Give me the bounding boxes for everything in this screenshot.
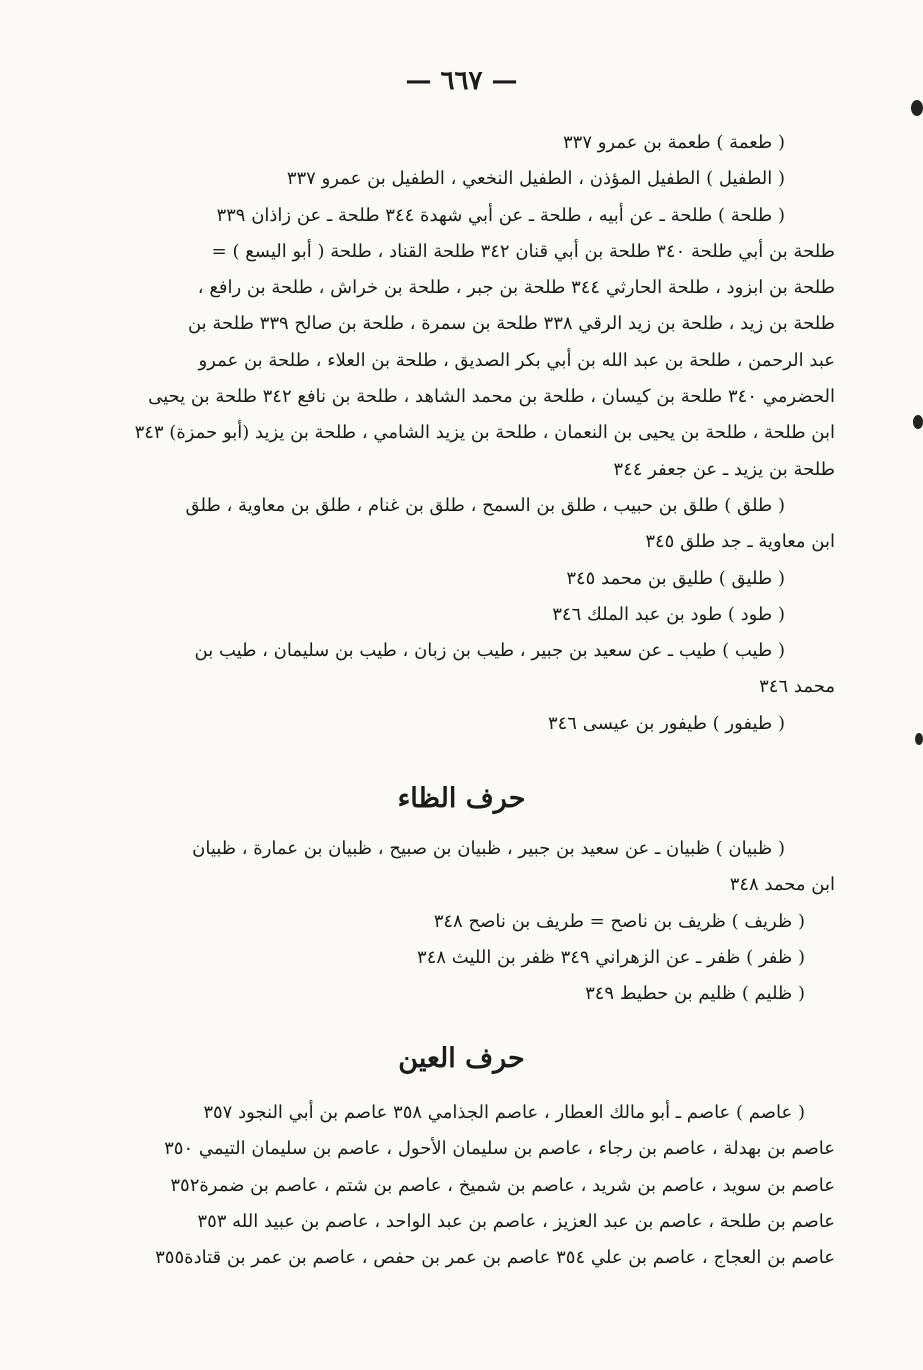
margin-ink-blot xyxy=(915,733,923,745)
index-entry-line: عاصم بن سويد ، عاصم بن شريد ، عاصم بن شميخ ، عاصم بن شتم ، عاصم بن ضمرة٣٥٢ xyxy=(170,1174,835,1196)
index-entry-line: ( الطفيل ) الطفيل المؤذن ، الطفيل النخعي ، الطفيل بن عمرو ٣٣٧ xyxy=(286,168,785,190)
index-entry-line: ( طعمة ) طعمة بن عمرو ٣٣٧ xyxy=(562,132,785,153)
index-entry-line: ( طيفور ) طيفور بن عيسى ٣٤٦ xyxy=(547,712,785,734)
page-number: — ٦٦٧ — xyxy=(405,66,518,96)
index-entry-line: ( ظريف ) ظريف بن ناصح = طريف بن ناصح ٣٤٨ xyxy=(433,910,805,932)
index-entry-line: ( طلحة ) طلحة ـ عن أبيه ، طلحة ـ عن أبي شهدة ٣٤٤ طلحة ـ عن زاذان ٣٣٩ xyxy=(216,204,785,226)
margin-ink-blot xyxy=(913,415,923,429)
index-entry-line: عاصم بن العجاج ، عاصم بن علي ٣٥٤ عاصم بن عمر بن حفص ، عاصم بن عمر بن قتادة٣٥٥ xyxy=(155,1247,835,1269)
index-entry-line: ( طيب ) طيب ـ عن سعيد بن جبير ، طيب بن زبان ، طيب بن سليمان ، طيب بن xyxy=(194,640,785,662)
index-entry-line: ( طود ) طود بن عبد الملك ٣٤٦ xyxy=(552,603,785,625)
index-entry-line: طلحة بن أبي طلحة ٣٤٠ طلحة بن أبي قنان ٣٤٢ طلحة القناد ، طلحة ( أبو اليسع ) = xyxy=(211,240,835,262)
heading-harf-al-za: حرف الظاء xyxy=(397,783,526,814)
index-entry-line: ابن معاوية ـ جد طلق ٣٤٥ xyxy=(645,531,835,553)
index-entry-line: ابن محمد ٣٤٨ xyxy=(729,874,835,896)
section-za-entries xyxy=(160,831,835,1012)
index-entry-line: ( ظفر ) ظفر ـ عن الزهراني ٣٤٩ ظفر بن الليث ٣٤٨ xyxy=(417,946,805,968)
index-entry-line: ( طليق ) طليق بن محمد ٣٤٥ xyxy=(566,567,785,589)
index-entry-line: طلحة بن زيد ، طلحة بن زيد الرقي ٣٣٨ طلحة بن سمرة ، طلحة بن صالح ٣٣٩ طلحة بن xyxy=(187,313,835,335)
index-entry-line: ( ظبيان ) ظبيان ـ عن سعيد بن جبير ، ظبيان بن صبيح ، ظبيان بن عمارة ، ظبيان xyxy=(192,838,785,859)
index-entry-line: طلحة بن يزيد ـ عن جعفر ٣٤٤ xyxy=(613,458,835,480)
index-entry-line: محمد ٣٤٦ xyxy=(759,676,835,698)
index-entry-line: عاصم بن طلحة ، عاصم بن عبد العزيز ، عاصم بن عبد الواحد ، عاصم بن عبيد الله ٣٥٣ xyxy=(197,1210,835,1232)
index-entry-line: طلحة بن ابزود ، طلحة الحارثي ٣٤٤ طلحة بن جبر ، طلحة بن خراش ، طلحة بن رافع ، xyxy=(197,277,835,299)
index-entry-line: ( عاصم ) عاصم ـ أبو مالك العطار ، عاصم الجذامي ٣٥٨ عاصم بن أبي النجود ٣٥٧ xyxy=(203,1102,805,1123)
margin-ink-blot xyxy=(911,100,923,116)
index-entry-line: ( ظليم ) ظليم بن حطيط ٣٤٩ xyxy=(585,983,805,1005)
index-entry-line: ( طلق ) طلق بن حبيب ، طلق بن السمح ، طلق بن غنام ، طلق بن معاوية ، طلق xyxy=(185,494,785,516)
index-entry-line: عبد الرحمن ، طلحة بن عبد الله بن أبي بكر الصديق ، طلحة بن العلاء ، طلحة بن عمرو xyxy=(198,349,835,371)
index-entry-line: الحضرمي ٣٤٠ طلحة بن كيسان ، طلحة بن محمد الشاهد ، طلحة بن نافع ٣٤٢ طلحة بن يحيى xyxy=(148,386,835,408)
heading-harf-al-ain: حرف العين xyxy=(398,1043,525,1074)
section-ta-entries xyxy=(134,125,835,742)
index-entry-line: عاصم بن بهدلة ، عاصم بن رجاء ، عاصم بن سليمان الأحول ، عاصم بن سليمان التيمي ٣٥٠ xyxy=(164,1138,835,1160)
index-entry-line: ابن طلحة ، طلحة بن يحيى بن النعمان ، طلحة بن يزيد الشامي ، طلحة بن يزيد (أبو حمزة) ٣٤٣ xyxy=(134,422,835,444)
section-ain-entries xyxy=(155,1095,835,1276)
